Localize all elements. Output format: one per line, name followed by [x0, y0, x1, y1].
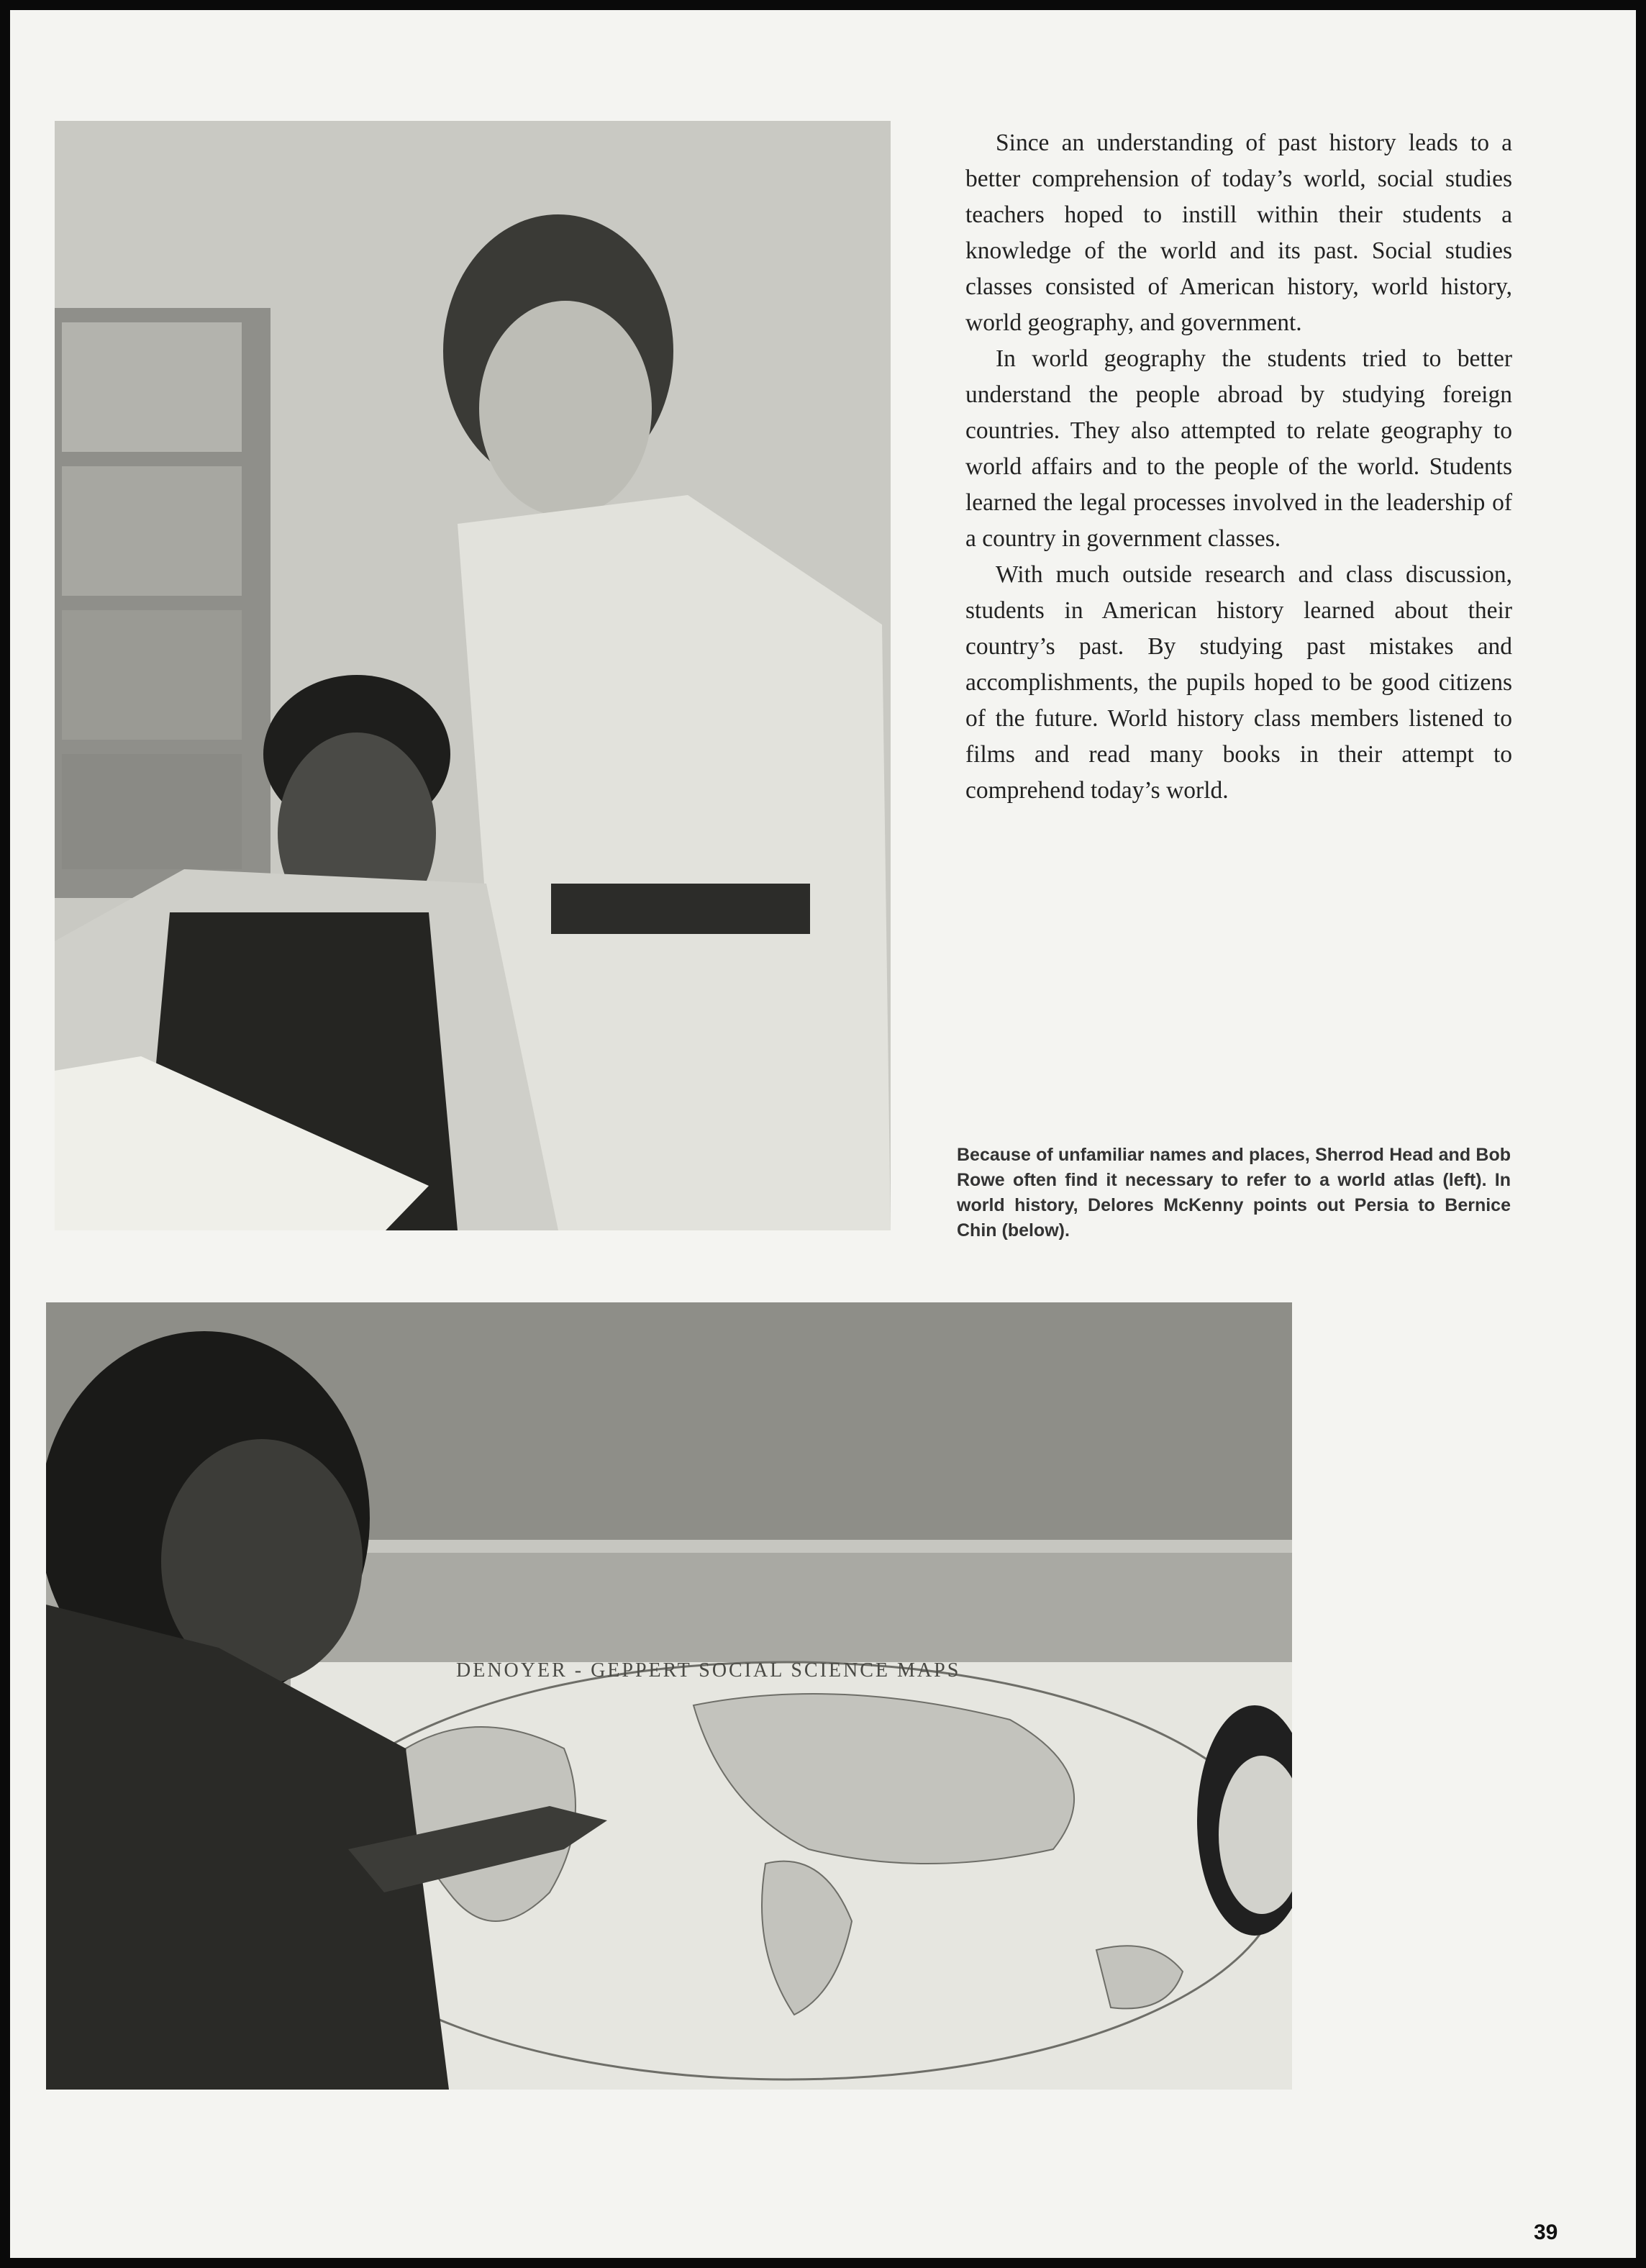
paragraph-3: With much outside research and class discussion, students in American history learned about their country’s past. By studying past mistakes and accomplishments, the pupils hoped to be good citizens of the future. World history class members listened to films and read many books in their attempt to comprehend today’s world.	[965, 561, 1512, 804]
photo-students-with-atlas	[55, 121, 891, 1230]
map-header: DENOYER - GEPPERT SOCIAL SCIENCE MAPS	[456, 1659, 961, 1682]
photo-caption: Because of unfamiliar names and places, Sherrod Head and Bob Rowe often find it necessary to refer to a world atlas (left). In world history, Delores McKenny points out Persia to Bernice Chin (below).	[957, 1145, 1511, 1240]
paragraph-1: Since an understanding of past history leads to a better comprehension of today’s world, social studies teachers hoped to instill within their students a knowledge of the world and its past. Social studies classes consisted of American history, world history, world geography, and government.	[965, 130, 1512, 336]
page-number: 39	[1534, 2221, 1558, 2244]
article-body	[965, 125, 1512, 809]
paragraph-2: In world geography the students tried to better understand the people abroad by studying foreign countries. They also attempted to relate geography to world affairs and to the people of the world. Students learned the legal processes involved in the leadership of a country in government classes.	[965, 345, 1512, 552]
photo-students-at-world-map	[46, 1302, 1292, 2090]
